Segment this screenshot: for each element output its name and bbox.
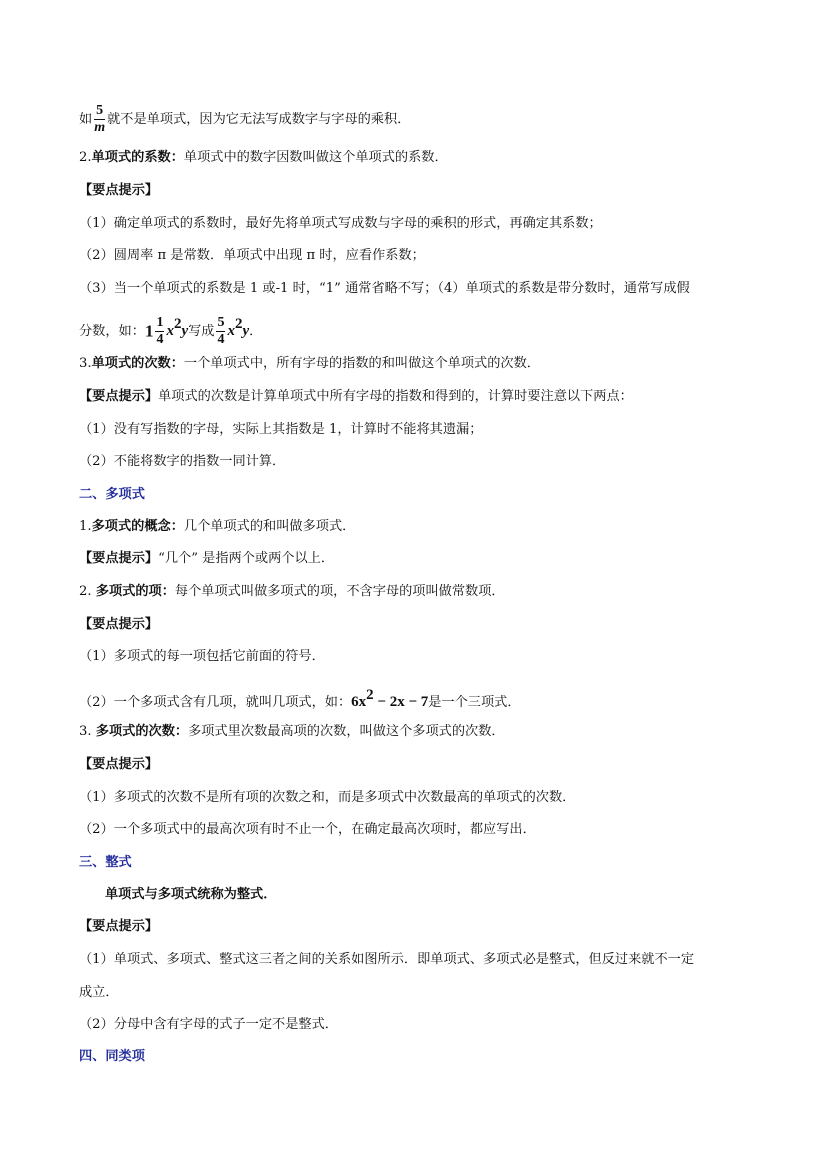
tip-item: （2）不能将数字的指数一同计算． xyxy=(79,454,286,469)
tip-item: （1）单项式、多项式、整式这三者之间的关系如图所示．即单项式、多项式必是整式，但反过来就不一定 xyxy=(79,952,695,967)
tip-item: （2）圆周率 π 是常数．单项式中出现 π 时，应看作系数； xyxy=(79,248,425,263)
trinomial-example xyxy=(79,686,521,712)
tip-heading: 【要点提示】 xyxy=(79,757,159,772)
item-number: 1. xyxy=(79,519,92,534)
fraction-numerator: 5 xyxy=(217,315,225,330)
variable: y xyxy=(242,323,250,339)
section-heading-like-terms: 四、同类项 xyxy=(79,1049,145,1064)
text: （2）一个多项式含有几项，就叫几项式，如： xyxy=(79,695,352,710)
fraction-denominator: m xyxy=(94,120,106,135)
line-fraction-example xyxy=(79,104,410,135)
fraction-denominator: 4 xyxy=(217,332,225,347)
tip-item: （2）分母中含有字母的式子一定不是整式． xyxy=(79,1017,338,1032)
exponent: 2 xyxy=(366,687,374,703)
definition-text: 一个单项式中，所有字母的指数的和叫做这个单项式的次数． xyxy=(183,356,540,371)
tip-item: （2）一个多项式中的最高次项有时不止一个，在确定最高次项时，都应写出． xyxy=(79,822,536,837)
text: 是一个三项式． xyxy=(428,695,521,710)
tip-inline xyxy=(79,550,334,568)
fraction-5-over-4 xyxy=(216,316,225,347)
item-number: 3. xyxy=(79,724,96,739)
tip-item: （1）确定单项式的系数时，最好先将单项式写成数与字母的乘积的形式，再确定其系数； xyxy=(79,216,602,231)
item-number: 2. xyxy=(79,150,92,165)
variable: x xyxy=(166,323,174,339)
tip-heading: 【要点提示】 xyxy=(79,183,159,198)
definition-text: 多项式里次数最高项的次数，叫做这个多项式的次数． xyxy=(188,724,505,739)
fraction-5-over-m xyxy=(94,104,105,135)
text: 就不是单项式，因为它无法写成数字与字母的乘积． xyxy=(107,112,411,127)
tip-inline xyxy=(79,388,633,406)
definition-text: 单项式中的数字因数叫做这个单项式的系数． xyxy=(183,150,448,165)
tip-heading: 【要点提示】 xyxy=(79,389,159,404)
variable: x xyxy=(227,323,235,339)
exponent: 2 xyxy=(234,316,243,332)
polynomial-degree xyxy=(79,723,505,741)
tip-item: （1）多项式的每一项包括它前面的符号． xyxy=(79,649,325,664)
term-heading: 多项式的次数： xyxy=(95,724,189,739)
fraction-1-over-4 xyxy=(155,316,164,347)
tip-item: （3）当一个单项式的系数是 1 或-1 时，“1” 通常省略不写；（4）单项式的系数是带分数时，通常写成假 xyxy=(79,281,690,296)
tip-item: （1）多项式的次数不是所有项的次数之和，而是多项式中次数最高的单项式的次数． xyxy=(79,790,576,805)
text: 如 xyxy=(79,112,93,127)
term-heading: 单项式的系数： xyxy=(91,150,184,165)
coefficient-definition xyxy=(79,149,448,167)
tip-item: （1）没有写指数的字母，实际上其指数是 1，计算时不能将其遗漏； xyxy=(79,422,483,437)
text: ． xyxy=(249,324,263,339)
math-term: 6x xyxy=(351,694,367,710)
tip-item-continuation: 成立． xyxy=(79,985,119,1000)
mixed-fraction-example xyxy=(79,307,262,349)
integral-expression-definition: 单项式与多项式统称为整式． xyxy=(105,887,277,902)
definition-text: 几个单项式的和叫做多项式． xyxy=(183,519,356,534)
item-number: 3. xyxy=(79,356,92,371)
tip-heading: 【要点提示】 xyxy=(79,551,159,566)
fraction-numerator: 5 xyxy=(96,103,104,118)
mixed-integer: 1 xyxy=(144,321,154,341)
fraction-numerator: 1 xyxy=(156,315,164,330)
term-heading: 多项式的项： xyxy=(95,584,175,599)
polynomial-term xyxy=(79,583,505,601)
math-term: − 2x − 7 xyxy=(373,694,429,710)
definition-text: 每个单项式叫做多项式的项，不含字母的项叫做常数项． xyxy=(174,584,505,599)
tip-text: 单项式的次数是计算单项式中所有字母的指数和得到的，计算时要注意以下两点： xyxy=(158,389,633,404)
tip-text: “几个” 是指两个或两个以上． xyxy=(158,551,335,566)
tip-heading: 【要点提示】 xyxy=(79,919,159,934)
section-heading-polynomial: 二、多项式 xyxy=(79,487,145,502)
fraction-denominator: 4 xyxy=(156,332,164,347)
text: 分数，如： xyxy=(79,324,145,339)
section-heading-integral-expression: 三、整式 xyxy=(79,855,132,870)
exponent: 2 xyxy=(173,316,182,332)
polynomial-concept xyxy=(79,518,355,536)
term-heading: 单项式的次数： xyxy=(91,356,184,371)
variable: y xyxy=(181,323,189,339)
text: 写成 xyxy=(188,324,215,339)
term-heading: 多项式的概念： xyxy=(91,519,184,534)
degree-definition xyxy=(79,355,540,373)
item-number: 2. xyxy=(79,584,96,599)
tip-heading: 【要点提示】 xyxy=(79,617,159,632)
